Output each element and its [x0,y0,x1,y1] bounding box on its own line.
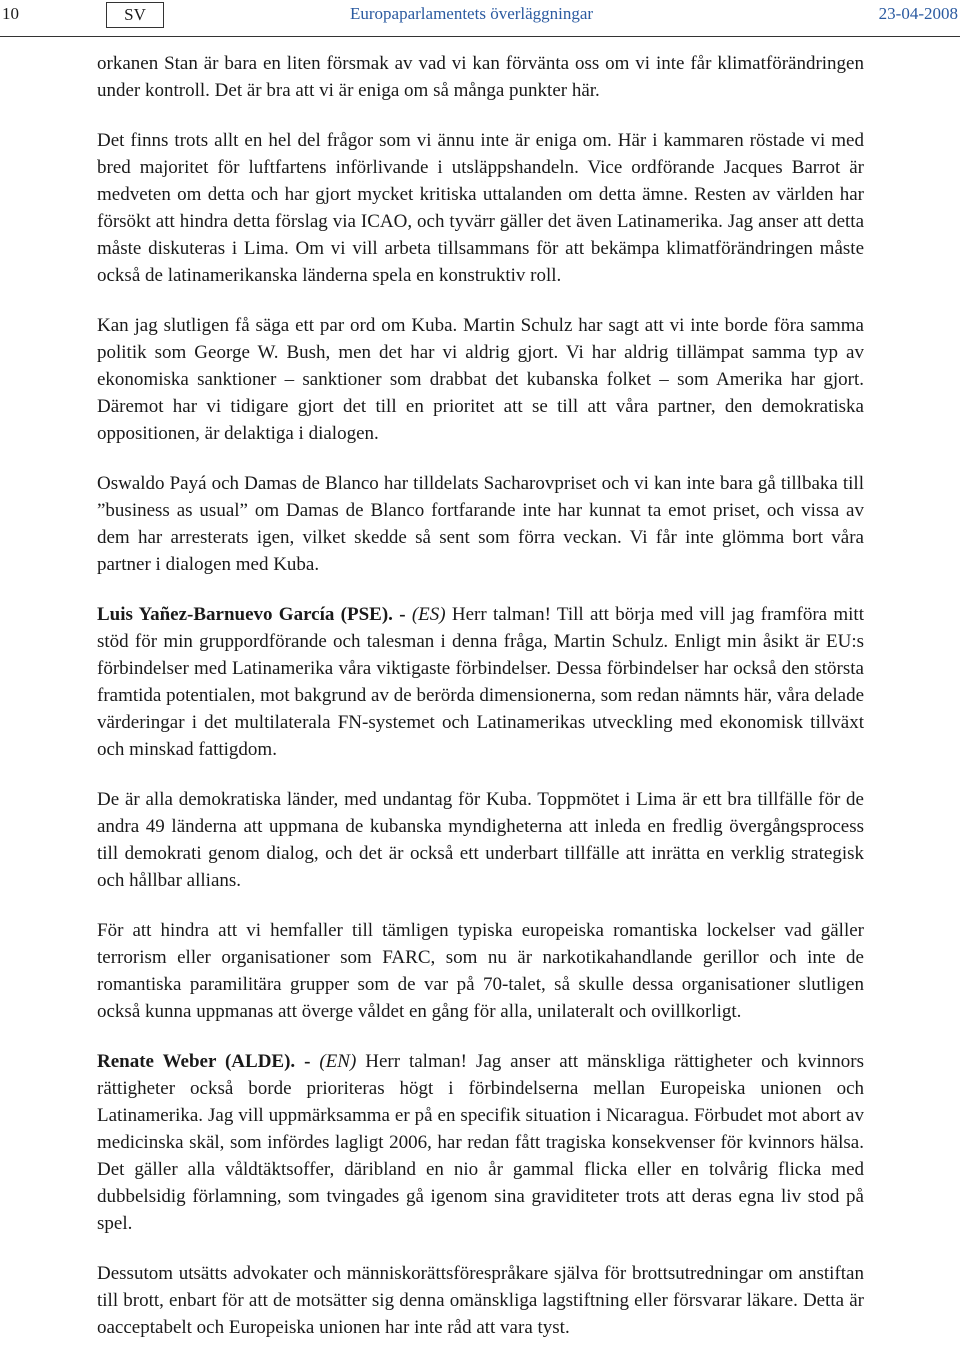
paragraph [97,127,864,289]
page-header [0,0,960,37]
speaker-paragraph [97,601,864,763]
paragraph [97,312,864,447]
paragraph-text: orkanen Stan är bara en liten försmak av vad vi kan förvänta oss om vi inte får klimatförändringen under kontroll. Det är bra att vi är eniga om så många punkter här. [97,53,864,101]
speaker-name: Renate Weber (ALDE). - [97,1051,311,1072]
language-code-box: SV [106,2,164,28]
document-title: Europaparlamentets överläggningar [350,4,594,23]
document-body [97,50,864,1364]
paragraph [97,470,864,578]
page-number: 10 [2,4,19,23]
paragraph-text: Oswaldo Payá och Damas de Blanco har tilldelats Sacharovpriset och vi kan inte bara gå tillbaka till ”business as usual” om Damas de Blanco fortfarande inte har kunnat ta emot priset, och vissa av dem har arresterats igen, vilket skedde så sent som förra veckan. Vi får inte glömma bort våra partner i dialogen med Kuba. [97,473,864,575]
paragraph [97,917,864,1025]
paragraph-text: Dessutom utsätts advokater och människorättsförespråkare själva för brottsutredningar om anstiftan till brott, enbart för att de motsätter sig denna omänskliga lagstiftning eller försvarar läkare. Detta är oacceptabelt och Europeiska unionen har inte råd att vara tyst. [97,1263,864,1338]
paragraph-text: Herr talman! Till att börja med vill jag framföra mitt stöd för min gruppordförande och talesman i denna fråga, Martin Schulz. Enligt min åsikt är EU:s förbindelser med Latinamerika våra viktigaste förbindelser. Dessa förbindelser har också den största framtida potentialen, mot bakgrund av de berörda dimensionerna, som redan nämnts här, våra delade värderingar i det multilaterala FN-systemet och Latinamerikas utveckling med ekonomisk tillväxt och minskad fattigdom. [97,604,864,760]
speech-language-tag: (EN) [319,1051,357,1072]
speaker-name: Luis Yañez-Barnuevo García (PSE). - [97,604,406,625]
paragraph-text: De är alla demokratiska länder, med undantag för Kuba. Toppmötet i Lima är ett bra tillfälle för de andra 49 länderna att uppmana de kubanska myndigheterna att inleda en fredlig övergångsprocess till demokrati genom dialog, och det är också ett underbart tillfälle att inrätta en verklig strategisk och hållbar allians. [97,789,864,891]
paragraph [97,1260,864,1341]
paragraph [97,786,864,894]
speech-language-tag: (ES) [411,604,446,625]
speaker-paragraph [97,1048,864,1237]
paragraph [97,50,864,104]
paragraph-text: Kan jag slutligen få säga ett par ord om Kuba. Martin Schulz har sagt att vi inte borde föra samma politik som George W. Bush, men det har vi aldrig gjort. Vi har aldrig tillämpat samma typ av ekonomiska sanktioner – sanktioner som drabbat det kubanska folket – som Amerika har gjort. Däremot har vi tidigare gjort det till en prioritet att se till att våra partner, den demokratiska oppositionen, är delaktiga i dialogen. [97,315,864,444]
document-date: 23-04-2008 [878,4,958,23]
paragraph-text: Herr talman! Jag anser att mänskliga rättigheter och kvinnors rättigheter också borde prioriteras högt i förbindelserna mellan Europeiska unionen och Latinamerika. Jag vill uppmärksamma er på en specifik situation i Nicaragua. Förbudet mot abort av medicinska skäl, som infördes lagligt 2006, har redan fått tragiska konsekvenser för kvinnors hälsa. Det gäller alla våldtäktsoffer, däribland en nio år gammal flicka eller en tolvårig flicka med dubbelsidig förlamning, som tvingades gå igenom sina graviditeter trots att deras egna liv stod på spel. [97,1051,865,1234]
paragraph-text: För att hindra att vi hemfaller till tämligen typiska europeiska romantiska lockelser vad gäller terrorism eller organisationer som FARC, som nu är narkotikahandlande gerillor och inte de romantiska paramilitära grupper som de var på 70-talet, så skulle dessa organisationer slutligen också kunna uppmanas att överge våldet en gång för alla, unilateralt och ovillkorligt. [97,920,864,1022]
paragraph-text: Det finns trots allt en hel del frågor som vi ännu inte är eniga om. Här i kammaren röstade vi med bred majoritet för luftfartens införlivande i utsläppshandeln. Vice ordförande Jacques Barrot är medveten om detta och har gjort mycket kritiska uttalanden om detta ämne. Resten av världen har försökt att hindra detta förslag via ICAO, och tyvärr gäller det även Latinamerika. Jag anser att detta måste diskuteras i Lima. Om vi vill arbeta tillsammans för att bekämpa klimatförändringen måste också de latinamerikanska länderna spela en konstruktiv roll. [97,130,864,286]
